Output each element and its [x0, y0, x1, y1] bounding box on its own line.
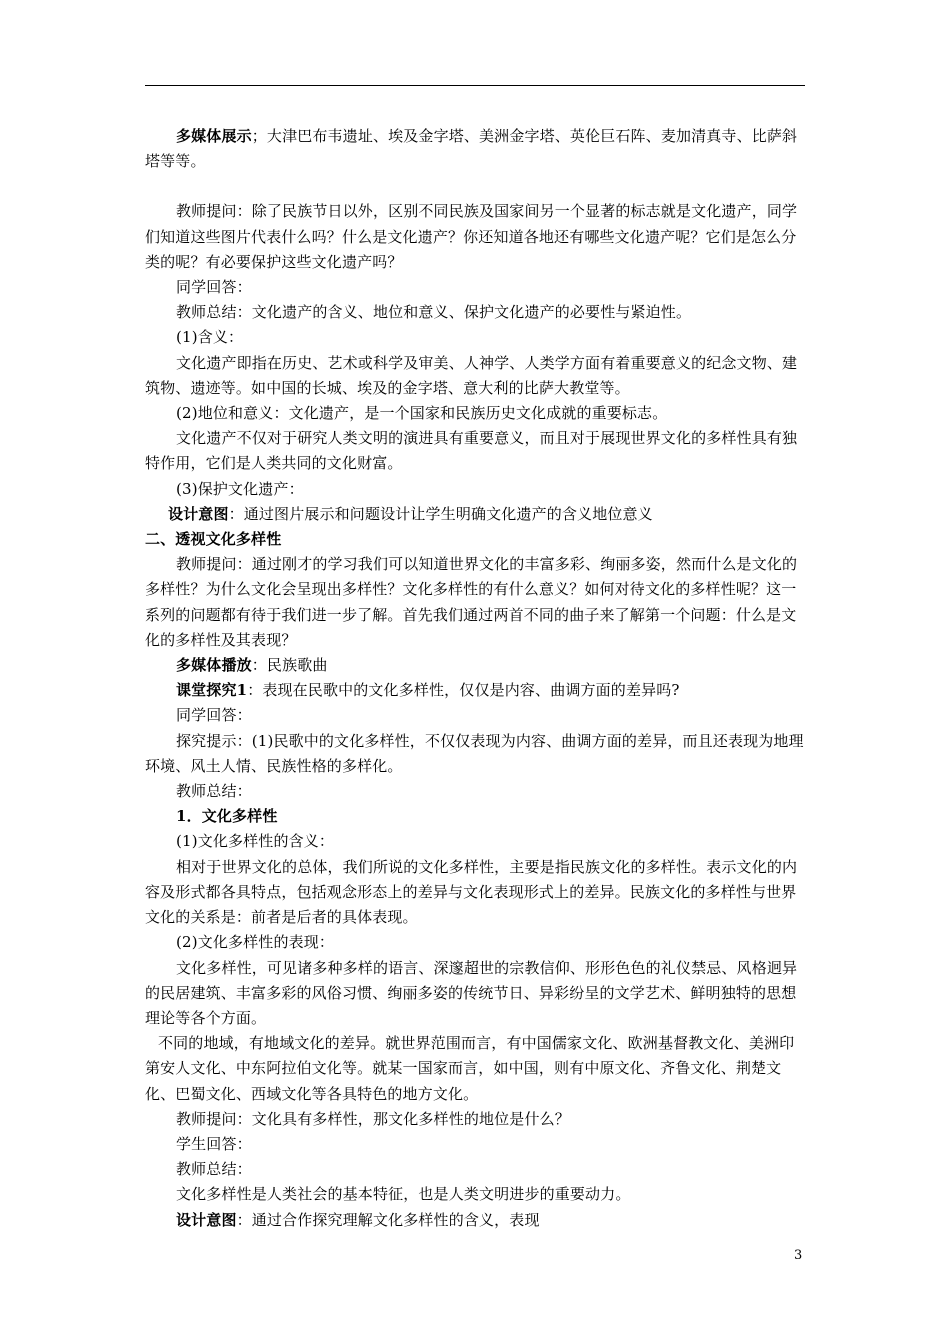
inquiry-hint-paragraph: 探究提示：(1)民歌中的文化多样性，不仅仅表现为内容、曲调方面的差异，而且还表现为地理环境、风土人情、民族性格的多样化。	[145, 731, 804, 775]
bold-label: 设计意图	[168, 504, 229, 523]
design-intent-paragraph	[145, 502, 807, 527]
paragraph-text: ：通过合作探究理解文化多样性的含义，表现	[236, 1210, 540, 1229]
student-answer-line: 同学回答：	[176, 706, 252, 725]
document-body	[145, 124, 807, 1233]
status-meaning-line: (2)地位和意义：文化遗产，是一个国家和民族历史文化成就的重要标志。	[176, 404, 668, 423]
bold-label: 课堂探究1	[176, 681, 248, 700]
bold-label: 多媒体播放	[176, 656, 252, 675]
student-answer-line: 同学回答：	[176, 278, 252, 297]
section-heading: 二、透视文化多样性	[145, 530, 282, 549]
subsection-heading: 1．文化多样性	[176, 807, 278, 826]
teacher-summary-line: 教师总结：文化遗产的含义、地位和意义、保护文化遗产的必要性与紧迫性。	[176, 303, 692, 322]
meaning-heading: (1)含义：	[176, 328, 244, 347]
design-intent-paragraph	[145, 1208, 807, 1233]
regional-culture-paragraph: 不同的地域，有地域文化的差异。就世界范围而言，有中国儒家文化、欧洲基督教文化、美洲印第安人文化、中东阿拉伯文化等。就某一国家而言，如中国，则有中原文化、齐鲁文化、荆楚文化、巴蜀文化、西域文化等各具特色的地方文化。	[145, 1034, 795, 1103]
paragraph-text: ：表现在民歌中的文化多样性，仅仅是内容、曲调方面的差异吗?	[247, 681, 680, 700]
teacher-question-paragraph: 教师提问：除了民族节日以外，区别不同民族及国家间另一个显著的标志就是文化遗产，同学们知道这些图片代表什么吗？什么是文化遗产？你还知道各地还有哪些文化遗产呢？它们是怎么分类的呢？有必要保护这些文化遗产吗？	[145, 202, 798, 271]
heritage-importance-paragraph: 文化遗产不仅对于研究人类文明的演进具有重要意义，而且对于展现世界文化的多样性具有独特作用，它们是人类共同的文化财富。	[145, 429, 798, 473]
diversity-expression-paragraph: 文化多样性，可见诸多种多样的语言、深邃超世的宗教信仰、形形色色的礼仪禁忌、风格迥异的民居建筑、丰富多彩的风俗习惯、绚丽多姿的传统节日、异彩纷呈的文学艺术、鲜明独特的思想理论等各个方面。	[145, 958, 798, 1027]
heritage-definition-paragraph: 文化遗产即指在历史、艺术或科学及审美、人神学、人类学方面有着重要意义的纪念文物、建筑物、遗迹等。如中国的长城、埃及的金字塔、意大利的比萨大教堂等。	[145, 353, 798, 397]
multimedia-show-paragraph	[145, 124, 807, 174]
student-answer-line: 学生回答：	[176, 1134, 252, 1153]
diversity-status-line: 文化多样性是人类社会的基本特征，也是人类文明进步的重要动力。	[176, 1185, 631, 1204]
teacher-question-paragraph: 教师提问：通过刚才的学习我们可以知道世界文化的丰富多彩、绚丽多姿，然而什么是文化的多样性？为什么文化会呈现出多样性？文化多样性的有什么意义？如何对待文化的多样性呢？这一系列的问题都有待于我们进一步了解。首先我们通过两首不同的曲子来了解第一个问题：什么是文化的多样性及其表现？	[145, 555, 798, 649]
teacher-summary-line: 教师总结：	[176, 1160, 252, 1179]
protect-heritage-line: (3)保护文化遗产：	[176, 479, 304, 498]
teacher-question-line: 教师提问：文化具有多样性，那文化多样性的地位是什么？	[176, 1109, 570, 1128]
class-inquiry-line	[145, 678, 807, 703]
page-number: 3	[794, 1248, 803, 1263]
diversity-meaning-paragraph: 相对于世界文化的总体，我们所说的文化多样性，主要是指民族文化的多样性。表示文化的内容及形式都各具特点，包括观念形态上的差异与文化表现形式上的差异。民族文化的多样性与世界文化的关系是：前者是后者的具体表现。	[145, 857, 798, 927]
bold-label: 多媒体展示	[176, 127, 252, 145]
diversity-expression-heading: (2)文化多样性的表现：	[176, 933, 335, 952]
paragraph-text: ；大津巴布韦遗址、埃及金字塔、美洲金字塔、英伦巨石阵、麦加清真寺、比萨斜塔等等。	[145, 127, 798, 171]
blank-line	[145, 174, 807, 199]
header-rule	[145, 85, 805, 86]
diversity-meaning-heading: (1)文化多样性的含义：	[176, 832, 335, 851]
paragraph-text: ：通过图片展示和问题设计让学生明确文化遗产的含义地位意义	[228, 504, 653, 523]
bold-label: 设计意图	[176, 1210, 237, 1229]
paragraph-text: ：民族歌曲	[251, 656, 328, 675]
teacher-summary-line: 教师总结：	[176, 782, 252, 801]
multimedia-play-line	[145, 653, 807, 678]
